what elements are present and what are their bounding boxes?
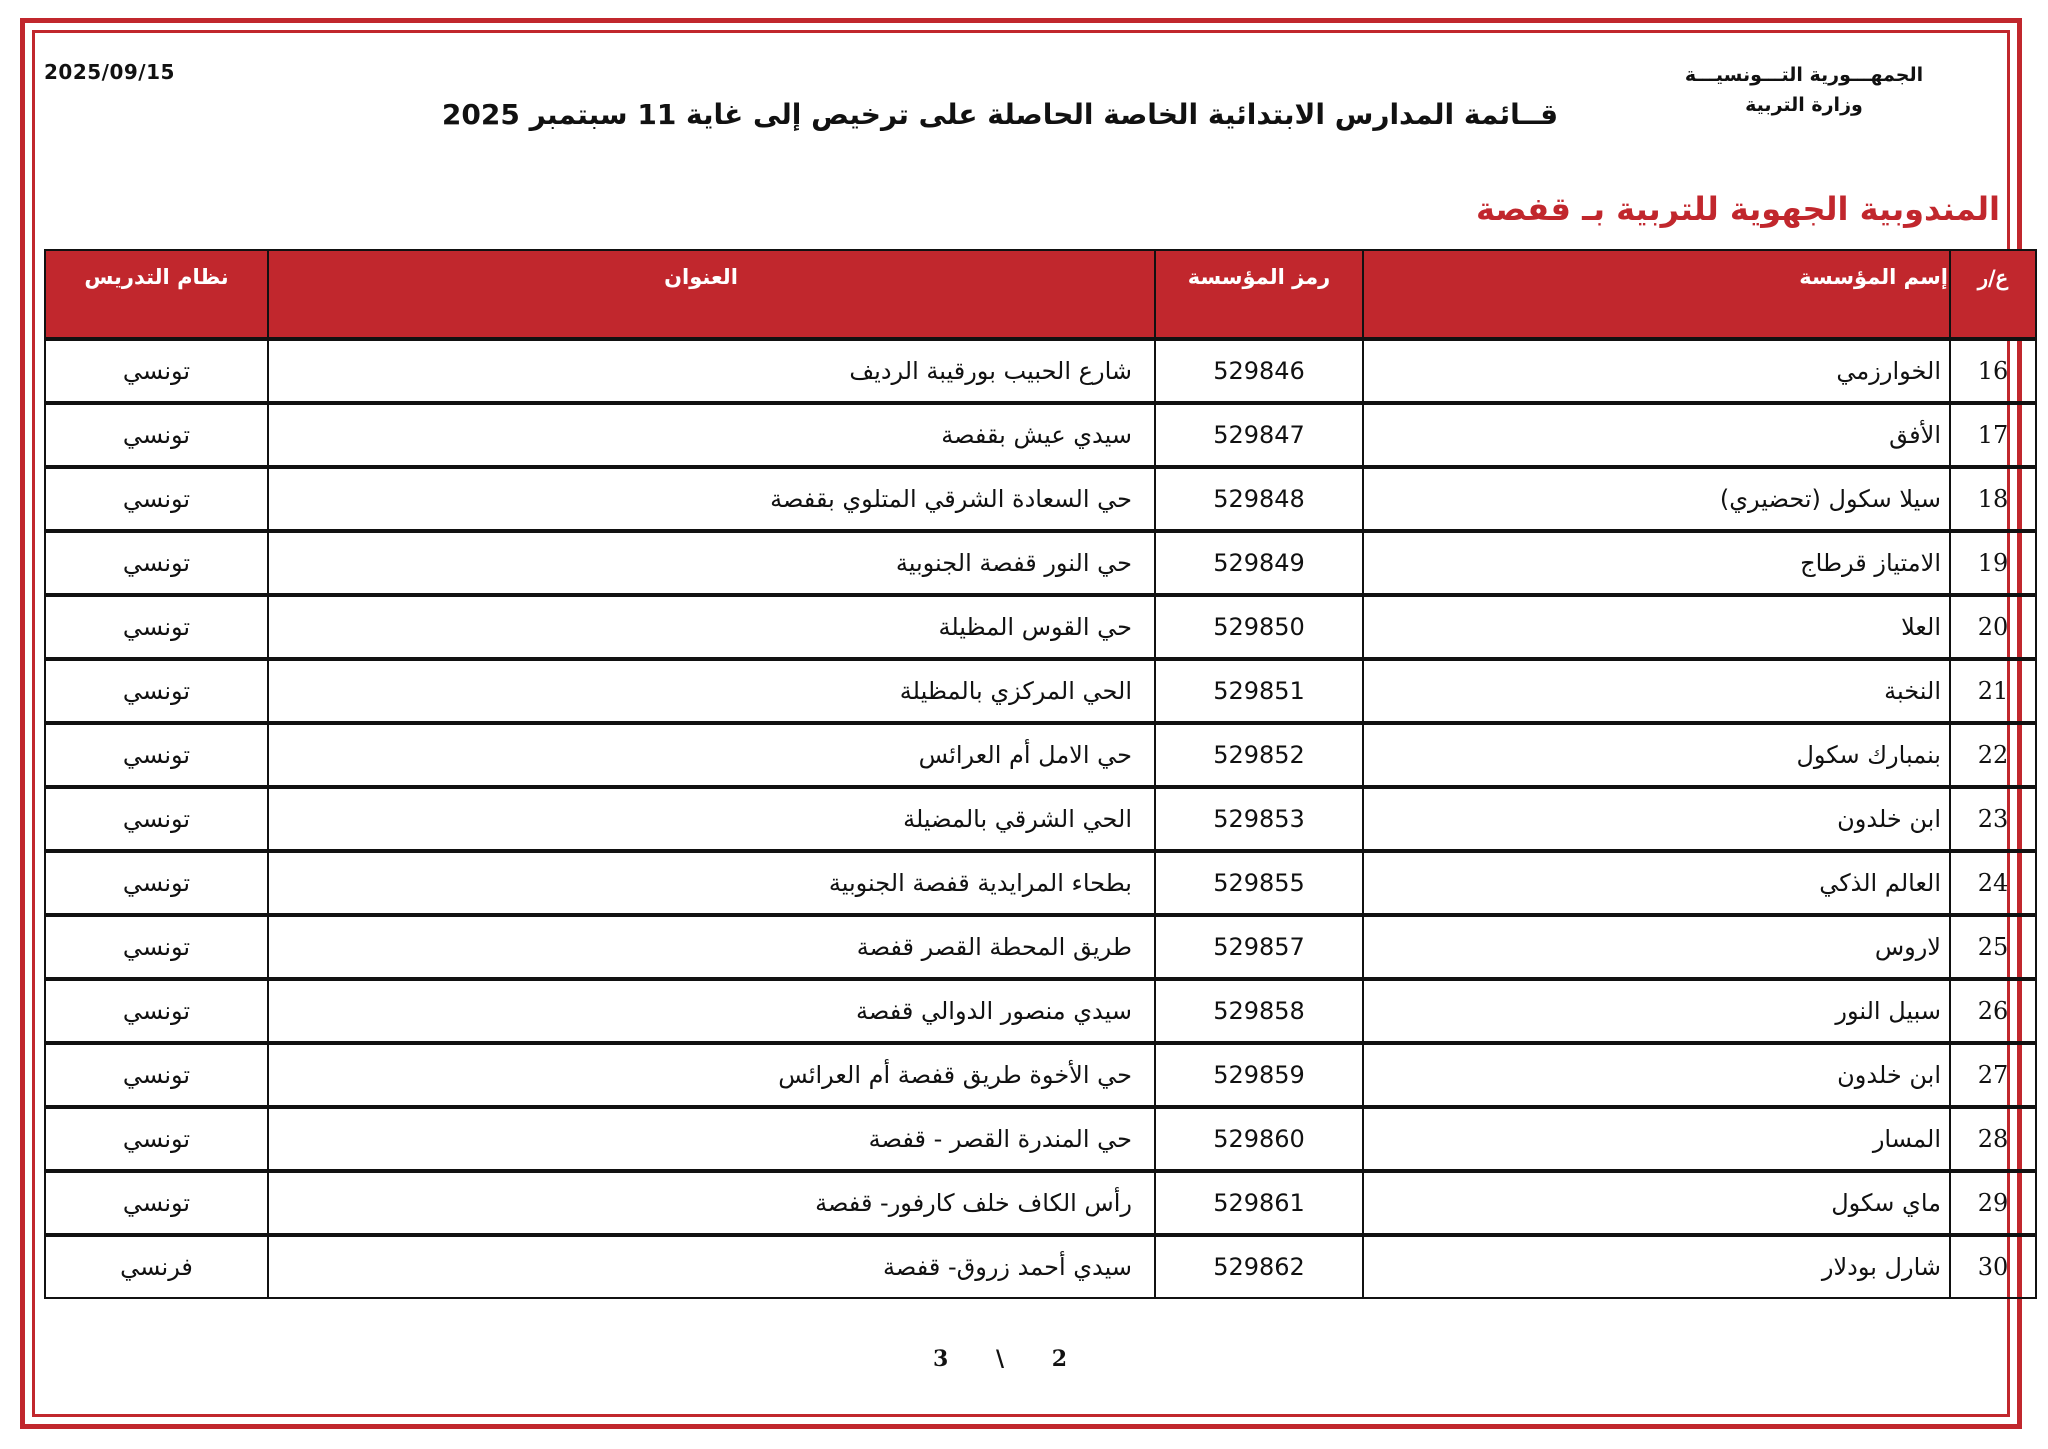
cell-num: 24 (1950, 851, 2036, 915)
cell-code: 529859 (1155, 1043, 1363, 1107)
table-row (45, 851, 2036, 915)
cell-system: تونسي (45, 595, 268, 659)
cell-address: طريق المحطة القصر قفصة (268, 915, 1155, 979)
header-system: نظام التدريس (45, 250, 268, 339)
cell-system: تونسي (45, 915, 268, 979)
document-date: 2025/09/15 (44, 60, 175, 84)
cell-name: النخبة (1363, 659, 1950, 723)
cell-num: 28 (1950, 1107, 2036, 1171)
cell-name: المسار (1363, 1107, 1950, 1171)
table-row (45, 723, 2036, 787)
cell-system: تونسي (45, 403, 268, 467)
cell-address: حي المندرة القصر - قفصة (268, 1107, 1155, 1171)
cell-code: 529851 (1155, 659, 1363, 723)
cell-system: تونسي (45, 1171, 268, 1235)
cell-address: الحي الشرقي بالمضيلة (268, 787, 1155, 851)
cell-address: حي النور قفصة الجنوبية (268, 531, 1155, 595)
cell-code: 529850 (1155, 595, 1363, 659)
cell-name: سيلا سكول (تحضيري) (1363, 467, 1950, 531)
cell-code: 529846 (1155, 339, 1363, 403)
header-row (45, 250, 2036, 339)
table-row (45, 1235, 2036, 1298)
table-row (45, 979, 2036, 1043)
page-current: 2 (1051, 1346, 1067, 1372)
cell-address: سيدي عيش بقفصة (268, 403, 1155, 467)
cell-code: 529858 (1155, 979, 1363, 1043)
header-address: العنوان (268, 250, 1155, 339)
cell-num: 17 (1950, 403, 2036, 467)
table-row (45, 403, 2036, 467)
cell-name: الخوارزمي (1363, 339, 1950, 403)
cell-num: 21 (1950, 659, 2036, 723)
cell-address: حي القوس المظيلة (268, 595, 1155, 659)
header-name: إسم المؤسسة (1363, 250, 1950, 339)
cell-code: 529862 (1155, 1235, 1363, 1298)
cell-address: سيدي منصور الدوالي قفصة (268, 979, 1155, 1043)
table-row (45, 787, 2036, 851)
cell-code: 529861 (1155, 1171, 1363, 1235)
cell-num: 25 (1950, 915, 2036, 979)
cell-system: تونسي (45, 787, 268, 851)
cell-num: 22 (1950, 723, 2036, 787)
cell-name: سبيل النور (1363, 979, 1950, 1043)
table-body (45, 339, 2036, 1298)
table-row (45, 915, 2036, 979)
cell-name: ابن خلدون (1363, 787, 1950, 851)
header-num: ع/ر (1950, 250, 2036, 339)
cell-address: حي السعادة الشرقي المتلوي بقفصة (268, 467, 1155, 531)
cell-system: تونسي (45, 723, 268, 787)
cell-code: 529857 (1155, 915, 1363, 979)
schools-table (44, 249, 2037, 1299)
cell-system: تونسي (45, 659, 268, 723)
table-header (45, 250, 2036, 339)
cell-num: 16 (1950, 339, 2036, 403)
cell-name: ابن خلدون (1363, 1043, 1950, 1107)
table-row (45, 659, 2036, 723)
pagination (900, 1346, 1100, 1372)
cell-code: 529853 (1155, 787, 1363, 851)
cell-address: الحي المركزي بالمظيلة (268, 659, 1155, 723)
page-total: 3 (932, 1346, 949, 1372)
cell-name: لاروس (1363, 915, 1950, 979)
cell-name: شارل بودلار (1363, 1235, 1950, 1298)
cell-system: تونسي (45, 979, 268, 1043)
table-row (45, 467, 2036, 531)
cell-address: شارع الحبيب بورقيبة الرديف (268, 339, 1155, 403)
cell-address: سيدي أحمد زروق- قفصة (268, 1235, 1155, 1298)
cell-system: تونسي (45, 531, 268, 595)
cell-num: 29 (1950, 1171, 2036, 1235)
cell-name: بنمبارك سكول (1363, 723, 1950, 787)
region-heading: المندوبية الجهوية للتربية بـ قفصة (1476, 190, 2000, 228)
cell-name: الامتياز قرطاج (1363, 531, 1950, 595)
cell-code: 529848 (1155, 467, 1363, 531)
table-row (45, 339, 2036, 403)
cell-system: تونسي (45, 1107, 268, 1171)
cell-system: فرنسي (45, 1235, 268, 1298)
cell-num: 23 (1950, 787, 2036, 851)
page-title: قــائمة المدارس الابتدائية الخاصة الحاصلة على ترخيص إلى غاية 11 سبتمبر 2025 (441, 98, 1559, 131)
cell-num: 18 (1950, 467, 2036, 531)
cell-address: بطحاء المرايدية قفصة الجنوبية (268, 851, 1155, 915)
table-row (45, 1107, 2036, 1171)
cell-num: 30 (1950, 1235, 2036, 1298)
cell-address: حي الامل أم العرائس (268, 723, 1155, 787)
cell-name: العلا (1363, 595, 1950, 659)
cell-address: رأس الكاف خلف كارفور- قفصة (268, 1171, 1155, 1235)
table-row (45, 1043, 2036, 1107)
cell-system: تونسي (45, 1043, 268, 1107)
cell-name: العالم الذكي (1363, 851, 1950, 915)
cell-code: 529847 (1155, 403, 1363, 467)
page-separator: \ (995, 1346, 1005, 1372)
cell-system: تونسي (45, 467, 268, 531)
cell-code: 529855 (1155, 851, 1363, 915)
cell-num: 20 (1950, 595, 2036, 659)
table-row (45, 595, 2036, 659)
cell-code: 529860 (1155, 1107, 1363, 1171)
cell-code: 529852 (1155, 723, 1363, 787)
table-row (45, 1171, 2036, 1235)
cell-system: تونسي (45, 851, 268, 915)
ministry-name: وزارة التربية (1745, 94, 1863, 116)
cell-name: ماي سكول (1363, 1171, 1950, 1235)
cell-num: 27 (1950, 1043, 2036, 1107)
table-row (45, 531, 2036, 595)
cell-num: 26 (1950, 979, 2036, 1043)
cell-system: تونسي (45, 339, 268, 403)
cell-address: حي الأخوة طريق قفصة أم العرائس (268, 1043, 1155, 1107)
cell-name: الأفق (1363, 403, 1950, 467)
cell-num: 19 (1950, 531, 2036, 595)
header-code: رمز المؤسسة (1155, 250, 1363, 339)
cell-code: 529849 (1155, 531, 1363, 595)
republic-name: الجمهـــورية التـــونسيـــة (1684, 64, 1924, 86)
